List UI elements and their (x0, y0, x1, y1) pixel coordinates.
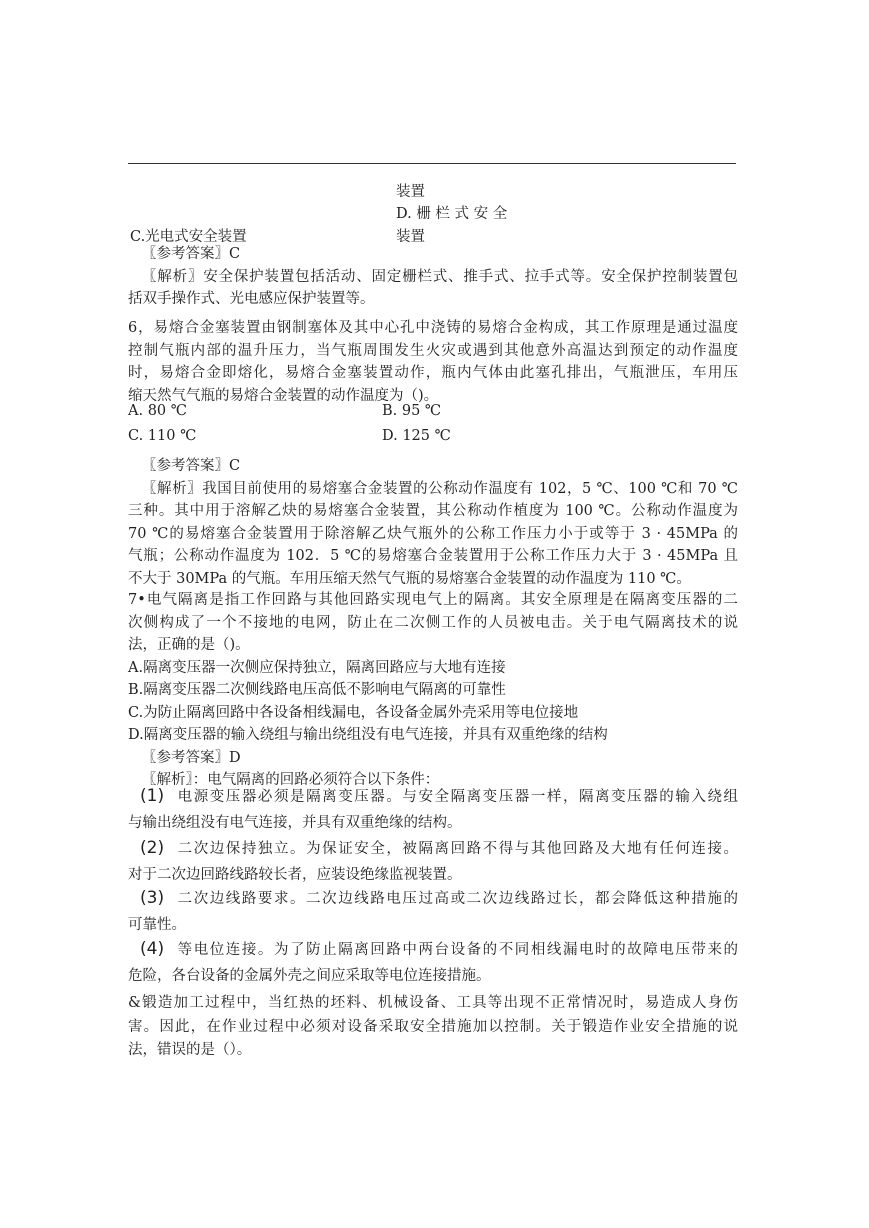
q6-analysis-line: 70 ℃的易熔塞合金装置用于除溶解乙炔气瓶外的公称工作压力小于或等于 3 · 45MPa 的 (128, 525, 738, 542)
q6-option-d: D. 125 ℃ (382, 428, 451, 444)
q7-point (128, 836, 738, 888)
q5-option-c: C.光电式安全装置 (130, 229, 247, 245)
q7-stem (128, 589, 738, 792)
q5-option-d-line2: 装置 (396, 229, 425, 245)
q5-option-d-line1: D. 栅 栏 式 安 全 (396, 206, 508, 222)
q7-option-d: D.隔离变压器的输入绕组与输出绕组没有电气连接，并具有双重绝缘的结构 (128, 727, 608, 743)
q7-point (128, 886, 738, 938)
q7-point-number: (2) (140, 838, 165, 858)
header-rule (128, 163, 736, 164)
q6-analysis-line: 气瓶；公称动作温度为 102．5 ℃的易熔塞合金装置用于公称工作压力大于 3 · 45MPa 且 (128, 548, 738, 564)
q7-stem-line: 次侧构成了一个不接地的电网，防止在二次侧工作的人员被电击。关于电气隔离技术的说 (128, 614, 738, 631)
q6-analysis-line: 不大于 30MPa 的气瓶。车用压缩天然气气瓶的易熔塞合金装置的动作温度为 110 ℃。 (128, 570, 691, 587)
q7-stem-line: 7•电气隔离是指工作回路与其他回路实现电气上的隔离。其安全原理是在隔离变压器的二 (128, 592, 738, 608)
q7-point-number: (4) (140, 939, 165, 959)
q7-stem-line: 法，正确的是（)。 (128, 637, 250, 653)
q6-answer: 〖参考答案〗C (142, 458, 241, 474)
q7-point-text: 二次边保持独立。为保证安全，被隔离回路不得与其他回路及大地有任何连接。 (176, 841, 738, 857)
q6-stem-line: 时，易熔合金即熔化，易熔合金塞装置动作，瓶内气体由此塞孔排出，气瓶泄压，车用压 (128, 365, 738, 381)
q5-option-b-tail: 装置 (396, 184, 425, 200)
q7-point-number: (3) (140, 888, 165, 908)
q7-point-text: 等电位连接。为了防止隔离回路中两台设备的不同相线漏电时的故障电压带来的 (176, 942, 738, 958)
q6-option-b: B. 95 ℃ (382, 403, 442, 419)
q5-analysis-line: 〖解析〗安全保护装置包括活动、固定栅栏式、推手式、拉手式等。安全保护控制装置包 (142, 268, 738, 285)
q7-point (128, 937, 738, 989)
q8-stem-line: 法，错误的是（）。 (128, 1042, 252, 1058)
q5-block (128, 243, 738, 311)
q8-stem-line: &锻造加工过程中，当红热的坯料、机械设备、工具等出现不正常情况时，易造成人身伤 (128, 995, 738, 1011)
q6-option-c: C. 110 ℃ (128, 428, 197, 444)
q7-option-c: C.为防止隔离回路中各设备相线漏电，各设备金属外壳采用等电位接地 (128, 704, 579, 721)
q7-point-text: 危险，各台设备的金属外壳之间应采取等电位连接措施。 (128, 967, 491, 984)
q6-analysis-line: 〖解析〗我国目前使用的易熔塞合金装置的公称动作温度有 102，5 ℃、100 ℃和 70 ℃ (142, 480, 738, 497)
q7-point (128, 784, 738, 836)
q6-option-a: A. 80 ℃ (128, 403, 187, 419)
q7-point-text: 对于二次边回路线路较长者，应装设绝缘监视装置。 (128, 866, 462, 883)
q7-option-b: B.隔离变压器二次侧线路电压高低不影响电气隔离的可靠性 (128, 682, 506, 698)
q7-point-text: 与输出绕组没有电气连接，并具有双重绝缘的结构。 (128, 814, 462, 831)
q7-analysis-head: 〖解析〗：电气隔离的回路必须符合以下条件： (142, 772, 440, 788)
q5-answer: 〖参考答案〗C (142, 246, 241, 262)
q6-solution (128, 455, 738, 590)
q7-option-a: A.隔离变压器一次侧应保持独立，隔离回路应与大地有连接 (128, 659, 506, 676)
q5-analysis-line: 括双手操作式、光电感应保护装置等。 (128, 291, 375, 307)
q7-point-number: (1) (140, 786, 165, 806)
q7-point-text: 电源变压器必须是隔离变压器。与安全隔离变压器一样，隔离变压器的输入绕组 (176, 789, 738, 805)
q6-stem-line: 6，易熔合金塞装置由钢制塞体及其中心孔中浇铸的易熔合金构成，其工作原理是通过温度 (128, 320, 738, 336)
q8-stem-line: 害。因此，在作业过程中必须对设备采取安全措施加以控制。关于锻造作业安全措施的说 (128, 1018, 738, 1035)
q6-stem-line: 控制气瓶内部的温升压力，当气瓶周围发生火灾或遇到其他意外高温达到预定的动作温度 (128, 342, 738, 359)
q7-answer: 〖参考答案〗D (142, 749, 241, 766)
q8-stem (128, 992, 738, 1063)
q7-point-text: 二次边线路要求。二次边线路电压过高或二次边线路过长，都会降低这种措施的 (176, 891, 738, 907)
q6-stem (128, 317, 738, 407)
q7-point-text: 可靠性。 (128, 916, 186, 933)
q6-analysis-line: 三种。其中用于溶解乙炔的易熔塞合金装置，其公称动作植度为 100 ℃。公称动作温度为 (128, 503, 738, 519)
q6-stem-line: 缩天然气气瓶的易熔合金装置的动作温度为（)。 (128, 387, 439, 404)
